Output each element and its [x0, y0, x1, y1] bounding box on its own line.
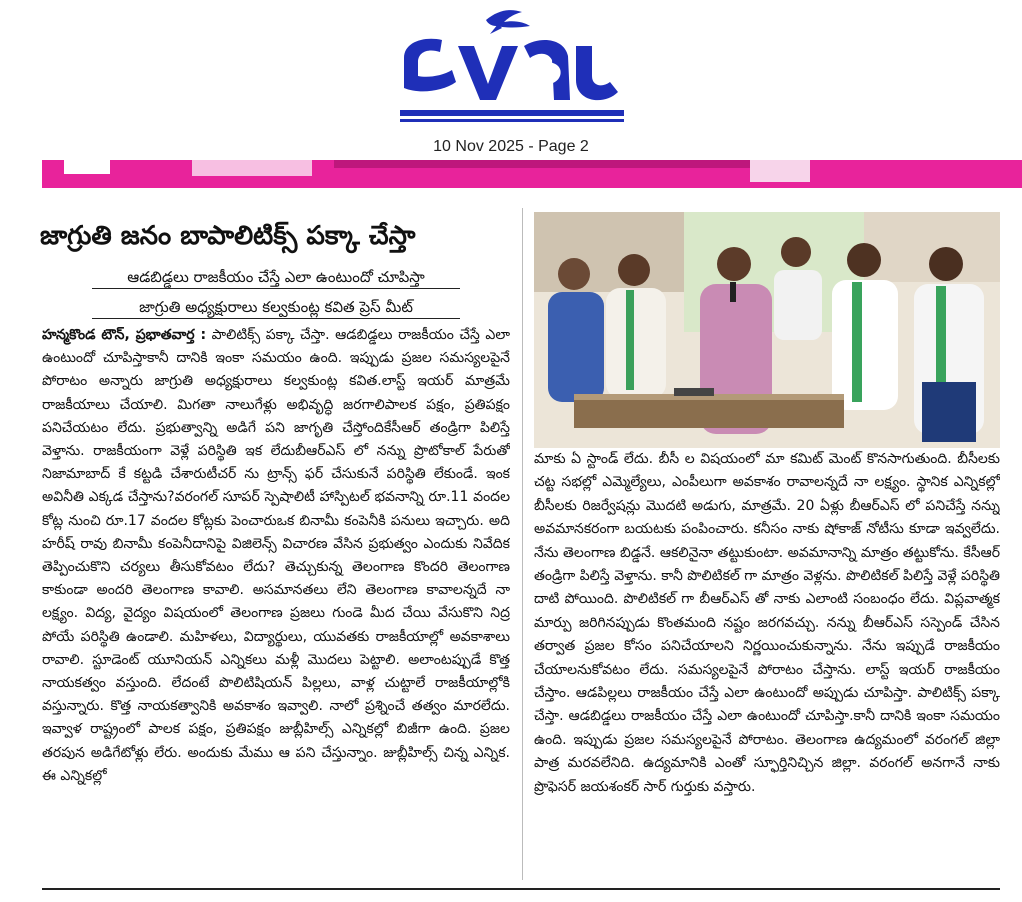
- newspaper-logo: [398, 6, 628, 130]
- photo-illustration: [534, 212, 1000, 448]
- article-subheadline: ఆడబిడ్డలు రాజకీయం చేస్తే ఎలా ఉంటుందో చూపిస్తా: [92, 266, 460, 289]
- article-text: పాలిటిక్స్ పక్కా చేస్తా. ఆడబిడ్డలు రాజకీయం చేస్తే ఎలా ఉంటుందో చూపిస్తాకానీ దానికి ఇంకా సమయం ఉంది. ఇప్పుడు ప్రజల సమస్యలపైనే పోరాటం అన్నారు జాగ్రుతి అధ్యక్షురాలు కల్వకుంట్ల కవిత.లాస్ట్ ఇయర్ మాత్రమే రాజకీయాలు చేయాలి. మిగతా నాలుగేళ్లు అభివృద్ధి జరగాలిపాలక పక్షం, ప్రతిపక్షం పనిచేయటం లేదు. ప్రభుత్వాన్ని అడిగే పని జాగృతి చేస్తోందికేసీఆర్ తండ్రిగా పిలిస్తే వెళ్తాను. రాజకీయంగా వెళ్లే పరిస్థితి ఇక లేదుబీఆర్ఎస్ లో నన్ను ప్రొటోకాల్ పేరుతో నిజామాబాద్ కే కట్టడి చేశారుటీచర్ ను ట్రాన్స్ ఫర్ చేసుకునే పరిస్థితి లేకుండే. ఇంక అవినీతి ఎక్కడ చేస్తాను?వరంగల్ సూపర్ స్పెషాలిటీ హాస్పిటల్ భవనాన్ని రూ.11 వందల కోట్ల నుంచి రూ.17 వందల కోట్లకు పెంచారుఒక బినామీ కంపెనీకి పనులు ఇచ్చారు. అది హరీష్ రావు బినామీ కంపెనీదానిపై విజిలెన్స్ విచారణ వేసిన ప్రభుత్వం ఎందుకు నివేదిక తెప్పించుకొని చర్యలు తీసుకోవటం లేదు? తెచ్చుకున్న తెలంగాణ కొందరి తెలంగాణ కాకుండా అందరి తెలంగాణ కావాలి. అసమానతలు లేని తెలంగాణ కావాలన్నదే నా లక్ష్యం. విద్య, వైద్యం విషయంలో తెలంగాణ ప్రజలు గుండె మీద చేయి వేసుకొని నిద్ర పోయే పరిస్థితి ఉండాలి. మహిళలు, విద్యార్థులు, యువతకు రాజకీయాల్లో అవకాశాలు రావాలి. స్టూడెంట్ యూనియన్ ఎన్నికలు మళ్లీ మొదలు పెట్టాలి. అలాంటప్పుడే కొత్త నాయకత్వం వస్తుంది. లేదంటే పొలిటిషియన్ పిల్లలు, వాళ్ల చుట్టాలే రాజకీయాల్లోకి వస్తున్నారు. కొత్త నాయకత్వానికి అవకాశం ఇవ్వాలి. నాలో ప్రశ్నించే తత్వం మారలేదు. ఇవ్వాళ రాష్ట్రంలో పాలక పక్షం, ప్రతిపక్షం జుబ్లీహిల్స్ ఎన్నికల్లో బిజీగా ఉంది. ప్రజల తరపున అడిగేటోళ్లు లేరు. అందుకు మేము ఆ పని చేస్తున్నాం. జుబ్లీహిల్స్ చిన్న ఎన్నిక. ఈ ఎన్నికల్లో: [42, 327, 510, 784]
- page-bottom-rule: [42, 888, 1000, 890]
- vaartha-logo-graphic: [398, 6, 628, 130]
- article-headline: జాగ్రుతి జనం బాపాలిటిక్స్ పక్కా చేస్తా: [40, 221, 416, 251]
- article-dateline: హన్మకొండ టౌన్, ప్రభాతవార్త :: [42, 327, 207, 343]
- article-subheadline: జాగ్రుతి అధ్యక్షురాలు కల్వకుంట్ల కవిత ప్రెస్ మీట్: [92, 296, 460, 319]
- section-banner: [42, 160, 1022, 188]
- masthead: [0, 0, 1022, 170]
- logo-wordmark: [404, 39, 618, 100]
- article-body-right: మాకు ఏ స్టాండ్ లేదు. బీసీ ల విషయంలో మా కమిట్ మెంట్ కొనసాగుతుంది. బీసీలకు చట్ట సభల్లో ఎమ్మెల్యేలు, ఎంపీలుగా అవకాశం రావాలన్నదే నా లక్ష్యం. స్థానిక ఎన్నికల్లో బీసీలకు రిజర్వేషన్లు మొదటి అడుగు, మాత్రమే. 20 ఏళ్లు బీఆర్ఎస్ లో పనిచేస్తే నన్ను అవమానకరంగా బయటకు పంపించారు. కనీసం నాకు షోకాజ్ నోటీసు కూడా ఇవ్వలేదు. నేను తెలంగాణ బిడ్డనే. ఆకలినైనా తట్టుకుంటా. అవమానాన్ని మాత్రం తట్టుకోను. కేసీఆర్ తండ్రిగా పిలిస్తే వెళ్తాను. కానీ పొలిటికల్ గా మాత్రం వెళ్లను. పొలిటికల్ పిలిస్తే వెళ్లే పరిస్థితి దాటి పోయింది. పొలిటికల్ గా బీఆర్ఎస్ తో నాకు ఎలాంటి సంబంధం లేదు. విప్లవాత్మక మార్పు జరిగినప్పుడు కొంతమంది నష్టం జరగవచ్చు. నన్ను బీఆర్ఎస్ సస్పెండ్ చేసిన తర్వాత ప్రజల కోసం పనిచేయాలని నిర్ణయించుకున్నాను. నేను ఇప్పుడే రాజకీయం చేయాలనుకోవటం లేదు. సమస్యలపైనే పోరాటం చేస్తాను. లాస్ట్ ఇయర్ రాజకీయం చేస్తాం. ఆడపిల్లలు రాజకీయం చేస్తే ఎలా ఉంటుందో అప్పుడు చూపిస్తా. పాలిటిక్స్ పక్కా చేస్తా. ఆడబిడ్డలు రాజకీయం చేస్తే ఎలా ఉంటుందో చూపిస్తా.కానీ దానికి ఇంకా సమయం ఉంది. ఇప్పుడు ప్రజల సమస్యలపైనే పోరాటం. తెలంగాణ ఉద్యమంలో వరంగల్ జిల్లా పాత్ర మరవలేనిది. ఉద్యమానికి ఎంతో స్ఫూర్తినిచ్చిన జిల్లా. వరంగల్ అనగానే నాకు ప్రొఫెసర్ జయశంకర్ సార్ గుర్తుకు వస్తారు.: [534, 451, 1000, 795]
- edition-date-page: 10 Nov 2025 - Page 2: [433, 138, 589, 155]
- svg-text:వార్త: వార్త: [512, 128, 514, 129]
- press-meet-photo: [534, 212, 1000, 448]
- article-body-left: [42, 324, 510, 880]
- column-divider: [522, 208, 523, 880]
- dove-icon: [486, 10, 530, 34]
